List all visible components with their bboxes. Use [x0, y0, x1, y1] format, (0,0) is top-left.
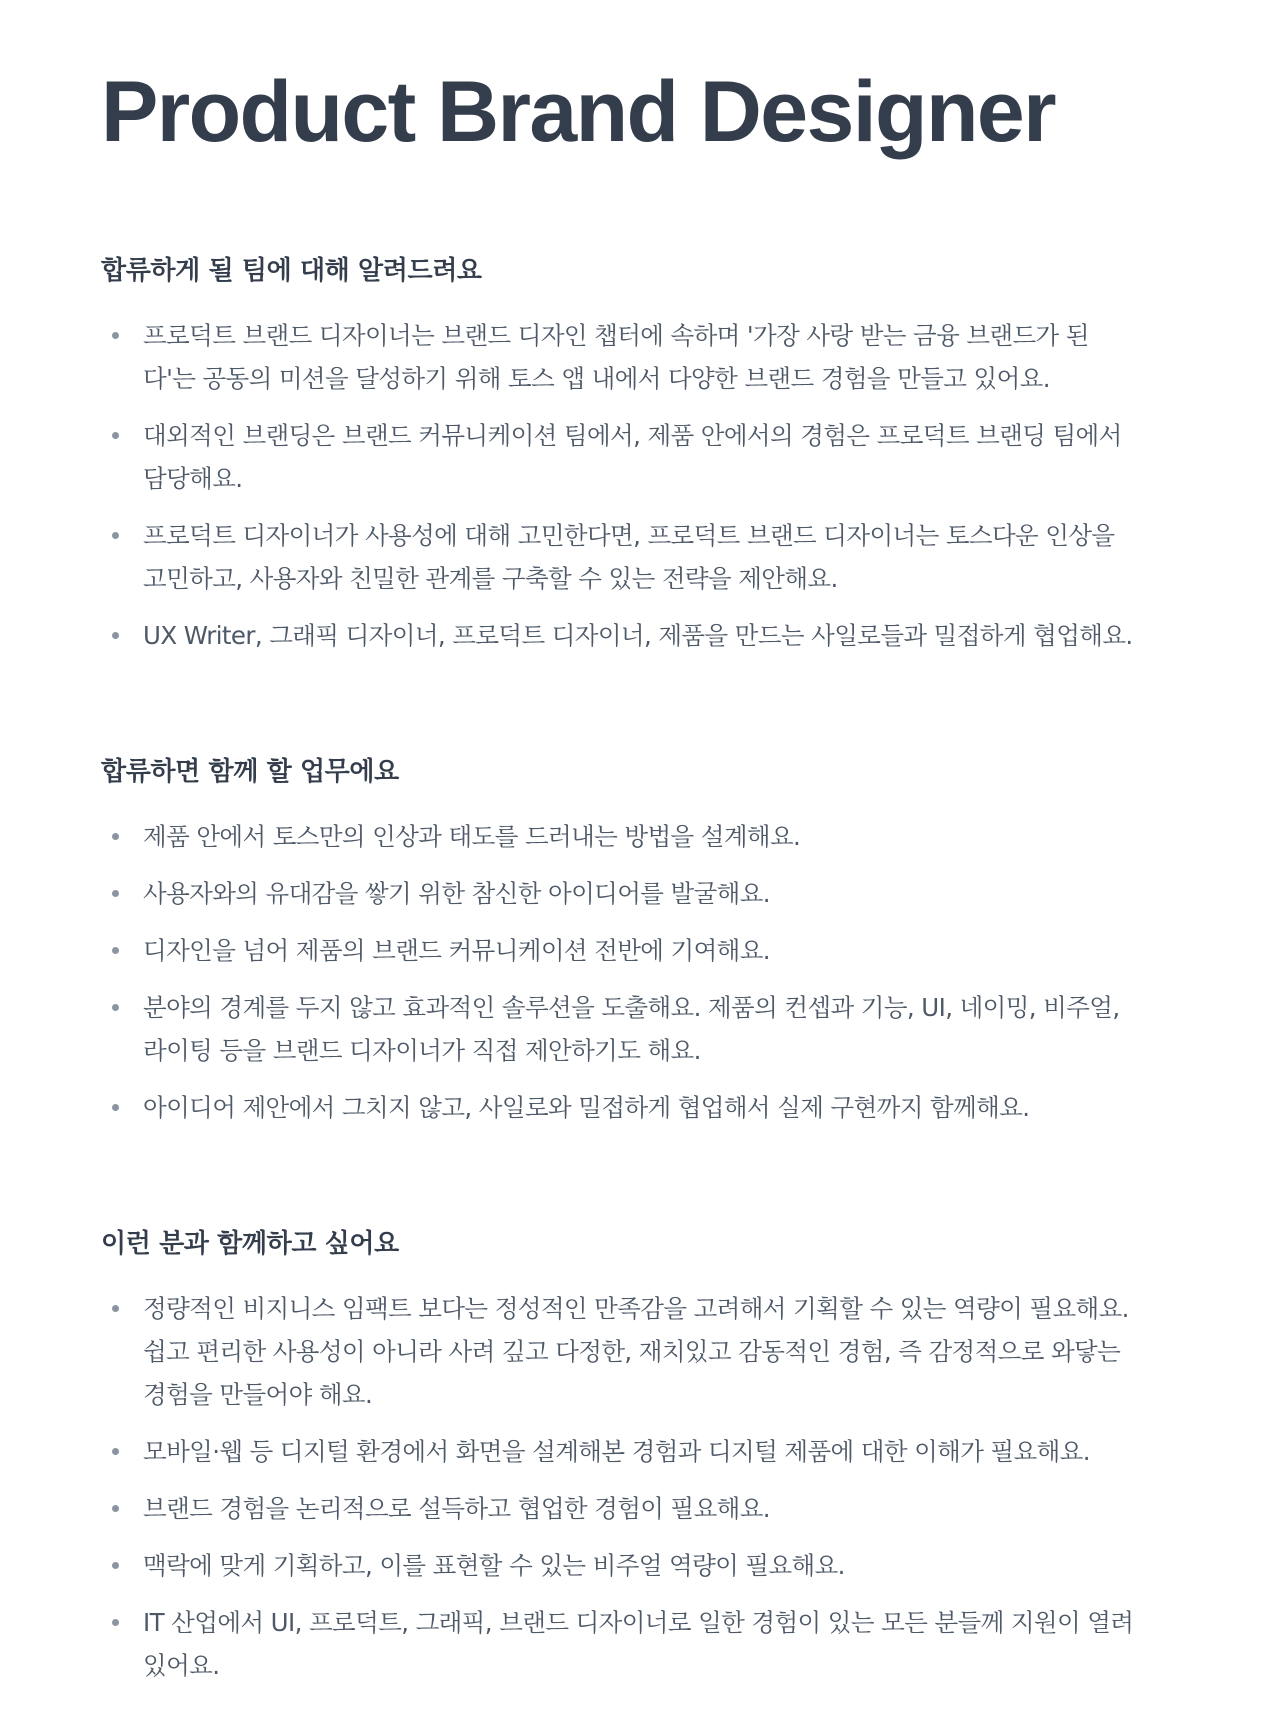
list-item	[101, 1601, 1141, 1687]
bullet-icon	[112, 1448, 119, 1455]
page-title: Product Brand Designer	[101, 64, 1055, 160]
list-item-text: 프로덕트 브랜드 디자이너는 브랜드 디자인 챕터에 속하며 '가장 사랑 받는 금융 브랜드가 된다'는 공동의 미션을 달성하기 위해 토스 앱 내에서 다양한 브랜드 경험을 만들고 있어요.	[143, 321, 1089, 393]
list-item-text: 대외적인 브랜딩은 브랜드 커뮤니케이션 팀에서, 제품 안에서의 경험은 프로덕트 브랜딩 팀에서 담당해요.	[143, 421, 1122, 493]
list-item-text: 프로덕트 디자이너가 사용성에 대해 고민한다면, 프로덕트 브랜드 디자이너는 토스다운 인상을 고민하고, 사용자와 친밀한 관계를 구축할 수 있는 전략을 제안해요.	[143, 521, 1115, 593]
list-item	[101, 1287, 1141, 1416]
bullet-icon	[112, 532, 119, 539]
bullet-icon	[112, 833, 119, 840]
list-item	[101, 986, 1141, 1072]
job-description	[101, 0, 1181, 1687]
section-heading: 합류하면 함께 할 업무에요	[101, 757, 399, 787]
bullet-icon	[112, 1104, 119, 1111]
list-item-text: IT 산업에서 UI, 프로덕트, 그래픽, 브랜드 디자이너로 일한 경험이 있는 모든 분들께 지원이 열려있어요.	[143, 1608, 1134, 1680]
bullet-icon	[112, 1619, 119, 1626]
list-item	[101, 872, 1141, 915]
bullet-icon	[112, 890, 119, 897]
bullet-icon	[112, 1505, 119, 1512]
list-item-text: 사용자와의 유대감을 쌓기 위한 참신한 아이디어를 발굴해요.	[143, 879, 770, 908]
list-item-text: UX Writer, 그래픽 디자이너, 프로덕트 디자이너, 제품을 만드는 사일로들과 밀접하게 협업해요.	[143, 621, 1133, 650]
list-item	[101, 1487, 1141, 1530]
list-item-text: 분야의 경계를 두지 않고 효과적인 솔루션을 도출해요. 제품의 컨셉과 기능, UI, 네이밍, 비주얼, 라이팅 등을 브랜드 디자이너가 직접 제안하기도 해요.	[143, 993, 1120, 1065]
bullet-icon	[112, 332, 119, 339]
list-item	[101, 1430, 1141, 1473]
list-item	[101, 929, 1141, 972]
list-item	[101, 1544, 1141, 1587]
list-item	[101, 614, 1141, 657]
section-qualifications	[101, 1227, 1181, 1687]
list-item-text: 맥락에 맞게 기획하고, 이를 표현할 수 있는 비주얼 역량이 필요해요.	[143, 1551, 845, 1580]
list-item	[101, 314, 1141, 400]
bullet-icon	[112, 632, 119, 639]
bullet-icon	[112, 1562, 119, 1569]
bullet-icon	[112, 432, 119, 439]
section-team	[101, 254, 1181, 657]
bullet-list	[101, 1287, 1181, 1687]
list-item-text: 모바일·웹 등 디지털 환경에서 화면을 설계해본 경험과 디지털 제품에 대한 이해가 필요해요.	[143, 1437, 1090, 1466]
list-item-text: 디자인을 넘어 제품의 브랜드 커뮤니케이션 전반에 기여해요.	[143, 936, 770, 965]
section-responsibilities	[101, 755, 1181, 1129]
list-item	[101, 1086, 1141, 1129]
list-item-text: 정량적인 비지니스 임팩트 보다는 정성적인 만족감을 고려해서 기획할 수 있는 역량이 필요해요. 쉽고 편리한 사용성이 아니라 사려 깊고 다정한, 재치있고 감동적인 경험, 즉 감정적으로 와닿는 경험을 만들어야 해요.	[143, 1294, 1129, 1409]
bullet-list	[101, 815, 1181, 1129]
section-heading: 이런 분과 함께하고 싶어요	[101, 1229, 399, 1259]
section-heading: 합류하게 될 팀에 대해 알려드려요	[101, 256, 482, 286]
list-item-text: 제품 안에서 토스만의 인상과 태도를 드러내는 방법을 설계해요.	[143, 822, 801, 851]
list-item	[101, 414, 1141, 500]
list-item-text: 브랜드 경험을 논리적으로 설득하고 협업한 경험이 필요해요.	[143, 1494, 770, 1523]
bullet-icon	[112, 1305, 119, 1312]
bullet-icon	[112, 1004, 119, 1011]
list-item	[101, 514, 1141, 600]
bullet-icon	[112, 947, 119, 954]
list-item	[101, 815, 1141, 858]
list-item-text: 아이디어 제안에서 그치지 않고, 사일로와 밀접하게 협업해서 실제 구현까지 함께해요.	[143, 1093, 1030, 1122]
bullet-list	[101, 314, 1181, 657]
